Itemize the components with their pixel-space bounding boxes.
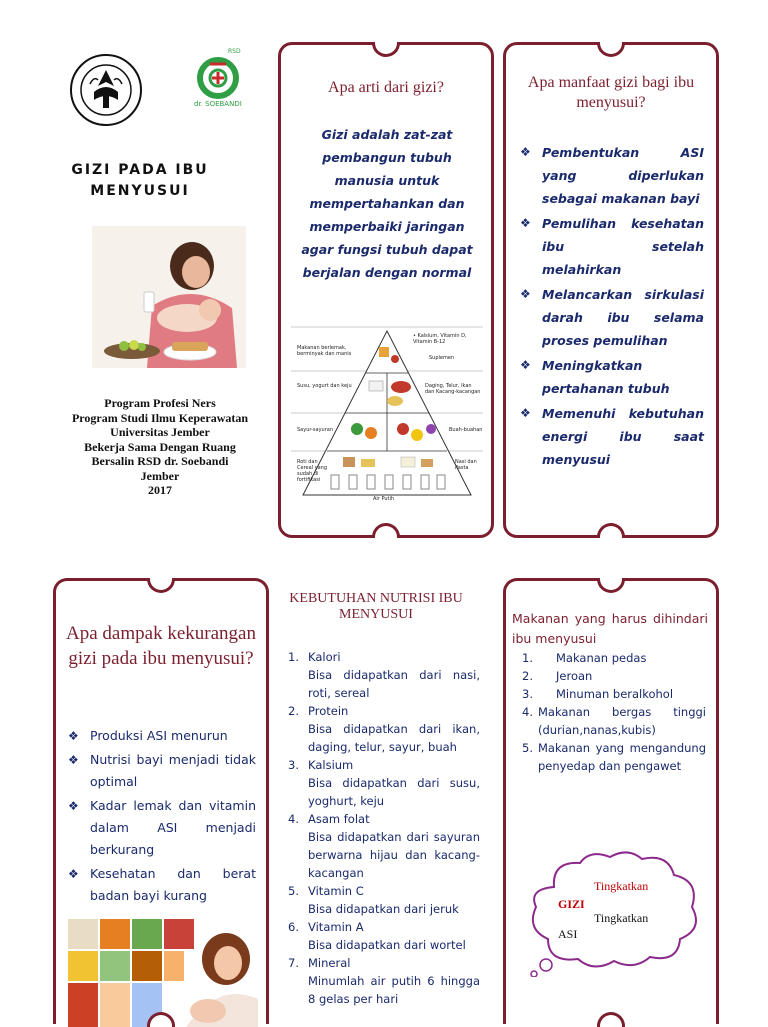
nutrient-name: Vitamin A xyxy=(308,920,364,934)
pyramid-label-protein: Daging, Telur, Ikan dan Kacang-kacangan xyxy=(425,383,481,395)
diamond-bullet-icon: ❖ xyxy=(520,216,531,230)
panel-nutrition-needs xyxy=(280,586,490,1024)
nutrition-item xyxy=(288,810,480,882)
avoid-list xyxy=(522,649,706,775)
definition-body: Gizi adalah zat-zat pembangun tubuh manusia untuk mempertahankan dan memperbaiki jaringan agar fungsi tubuh dapat berjalan dengan normal xyxy=(301,127,473,280)
nutrient-name: Kalori xyxy=(308,650,341,664)
panel-benefits xyxy=(503,42,719,538)
nutrient-source: Bisa didapatkan dari sayuran berwarna hijau dan kacang-kacangan xyxy=(308,830,480,880)
cloud-text-tingkatkan: Tingkatkan xyxy=(594,911,649,925)
pyramid-label-water: Air Putih xyxy=(373,496,395,502)
nutrient-name: Mineral xyxy=(308,956,351,970)
nutrient-source: Bisa didapatkan dari susu, yoghurt, keju xyxy=(308,776,480,808)
nutrition-item xyxy=(288,702,480,756)
hospital-logo xyxy=(190,50,254,114)
pyramid-label-vegetables: Sayur-sayuran xyxy=(297,427,333,433)
cover-info-line: 2017 xyxy=(148,483,172,497)
cover-info-line: Jember xyxy=(140,468,180,483)
pyramid-label-supplements: • Kalsium, Vitamin D, Vitamin B-12 xyxy=(413,333,467,345)
benefit-item xyxy=(518,283,704,352)
benefit-item xyxy=(518,354,704,400)
pyramid-label-fruits: Buah-buahan xyxy=(449,427,483,433)
cover-info-line: Universitas Jember xyxy=(110,425,210,439)
item-number: 5. xyxy=(522,741,533,755)
nutrition-item xyxy=(288,648,480,702)
impact-item xyxy=(66,863,256,907)
item-number: 2. xyxy=(522,669,533,683)
item-number: 1. xyxy=(288,650,299,664)
impact-text: Produksi ASI menurun xyxy=(90,728,228,743)
diamond-bullet-icon: ❖ xyxy=(68,867,79,881)
panel-deficiency-impact xyxy=(53,578,269,1024)
cover-info-line: Program Studi Ilmu Keperawatan xyxy=(71,410,249,425)
avoid-item xyxy=(522,739,706,775)
benefits-list xyxy=(518,141,704,473)
panel-cover xyxy=(0,0,270,540)
avoid-text: Jeroan xyxy=(556,669,593,683)
diamond-bullet-icon: ❖ xyxy=(520,287,531,301)
diamond-bullet-icon: ❖ xyxy=(68,799,79,813)
nutrition-list xyxy=(288,648,480,1008)
nutrient-source: Bisa didapatkan dari ikan, daging, telur, sayur, buah xyxy=(308,722,480,754)
impact-item xyxy=(66,749,256,793)
nutrition-heading: KEBUTUHAN NUTRISI IBU MENYUSUI xyxy=(289,591,463,622)
pyramid-label-dairy: Susu, yogurt dan keju xyxy=(297,383,352,389)
benefit-item xyxy=(518,141,704,210)
diamond-bullet-icon: ❖ xyxy=(68,729,79,743)
impact-list xyxy=(66,725,256,909)
mother-breastfeeding-photo xyxy=(92,226,246,368)
nutrient-name: Kalsium xyxy=(308,758,354,772)
cloud-text-tingkatkan-red: Tingkatkan xyxy=(594,879,649,893)
avoid-item xyxy=(522,703,706,739)
avoid-heading: Makanan yang harus dihindari ibu menyusui xyxy=(512,611,708,646)
item-number: 1. xyxy=(522,651,533,665)
impact-item xyxy=(66,795,256,861)
hospital-logo-rsd: RSD xyxy=(228,48,241,55)
pyramid-label-grains: Roti dan Cereal yang sudah di fortifikasi xyxy=(297,459,327,483)
avoid-item xyxy=(522,649,706,667)
definition-heading: Apa arti dari gizi? xyxy=(328,79,444,96)
nutrition-collage-photo xyxy=(68,919,258,1027)
university-logo xyxy=(68,52,144,128)
nutrient-name: Asam folat xyxy=(308,812,370,826)
item-number: 5. xyxy=(288,884,299,898)
item-number: 2. xyxy=(288,704,299,718)
avoid-text: Makanan bergas tinggi (durian,nanas,kubis) xyxy=(538,705,706,737)
avoid-item xyxy=(522,685,706,703)
nutrient-source: Bisa didapatkan dari wortel xyxy=(308,938,466,952)
impact-text: Nutrisi bayi menjadi tidak optimal xyxy=(90,752,256,789)
avoid-text: Minuman beralkohol xyxy=(556,687,674,701)
item-number: 6. xyxy=(288,920,299,934)
impact-text: Kadar lemak dan vitamin dalam ASI menjadi berkurang xyxy=(90,798,256,857)
diamond-bullet-icon: ❖ xyxy=(68,753,79,767)
avoid-text: Makanan yang mengandung penyedap dan pengawet xyxy=(538,741,706,773)
cloud-text-asi: ASI xyxy=(558,927,578,941)
impact-text: Kesehatan dan berat badan bayi kurang xyxy=(90,866,256,903)
cover-info xyxy=(55,396,265,498)
diamond-bullet-icon: ❖ xyxy=(520,406,531,420)
item-number: 7. xyxy=(288,956,299,970)
diamond-bullet-icon: ❖ xyxy=(520,358,531,372)
nutrition-item xyxy=(288,882,480,918)
panel-foods-to-avoid xyxy=(503,578,719,1024)
avoid-item xyxy=(522,667,706,685)
hospital-logo-name: dr. SOEBANDI xyxy=(194,100,242,108)
impact-item xyxy=(66,725,256,747)
cover-info-line: Bersalin RSD dr. Soebandi xyxy=(91,454,229,468)
nutrient-name: Vitamin C xyxy=(308,884,364,898)
impact-heading: Apa dampak kekurangan gizi pada ibu menyusui? xyxy=(66,623,256,669)
pyramid-label-suplemen: Suplemen xyxy=(429,355,455,361)
pyramid-label-rice: Nasi dan Pasta xyxy=(455,459,477,471)
panel-definition xyxy=(278,42,494,538)
nutrient-source: Bisa didapatkan dari nasi, roti, sereal xyxy=(308,668,480,700)
item-number: 4. xyxy=(288,812,299,826)
pyramid-label-fats: Makanan berlemak, berminyak dan manis xyxy=(297,345,352,357)
nutrition-item xyxy=(288,954,480,1008)
item-number: 3. xyxy=(288,758,299,772)
food-pyramid xyxy=(291,325,483,505)
item-number: 3. xyxy=(522,687,533,701)
item-number: 4. xyxy=(522,705,533,719)
diamond-bullet-icon: ❖ xyxy=(520,145,531,159)
benefit-text: Meningkatkan pertahanan tubuh xyxy=(542,358,670,396)
benefit-text: Pemulihan kesehatan ibu setelah melahirkan xyxy=(542,216,704,277)
cover-info-line: Bekerja Sama Dengan Ruang xyxy=(84,439,236,454)
avoid-text: Makanan pedas xyxy=(556,651,647,665)
cloud-callout xyxy=(524,847,704,977)
nutrient-source: Minumlah air putih 6 hingga 8 gelas per hari xyxy=(308,974,480,1006)
benefit-item xyxy=(518,402,704,471)
cover-title-line1: GIZI PADA IBU xyxy=(71,162,209,178)
cloud-text-gizi: GIZI xyxy=(558,897,585,911)
nutrition-item xyxy=(288,756,480,810)
cover-title-line2: MENYUSUI xyxy=(90,183,190,199)
cover-info-line: Program Profesi Ners xyxy=(104,396,216,410)
nutrition-item xyxy=(288,918,480,954)
nutrient-source: Bisa didapatkan dari jeruk xyxy=(308,902,459,916)
nutrient-name: Protein xyxy=(308,704,349,718)
benefit-text: Pembentukan ASI yang diperlukan sebagai makanan bayi xyxy=(542,145,704,206)
benefits-heading: Apa manfaat gizi bagi ibu menyusui? xyxy=(527,74,695,111)
benefit-text: Melancarkan sirkulasi darah ibu selama proses pemulihan xyxy=(542,287,704,348)
benefit-item xyxy=(518,212,704,281)
cover-title xyxy=(60,160,220,202)
benefit-text: Memenuhi kebutuhan energi ibu saat menyusui xyxy=(542,406,704,467)
